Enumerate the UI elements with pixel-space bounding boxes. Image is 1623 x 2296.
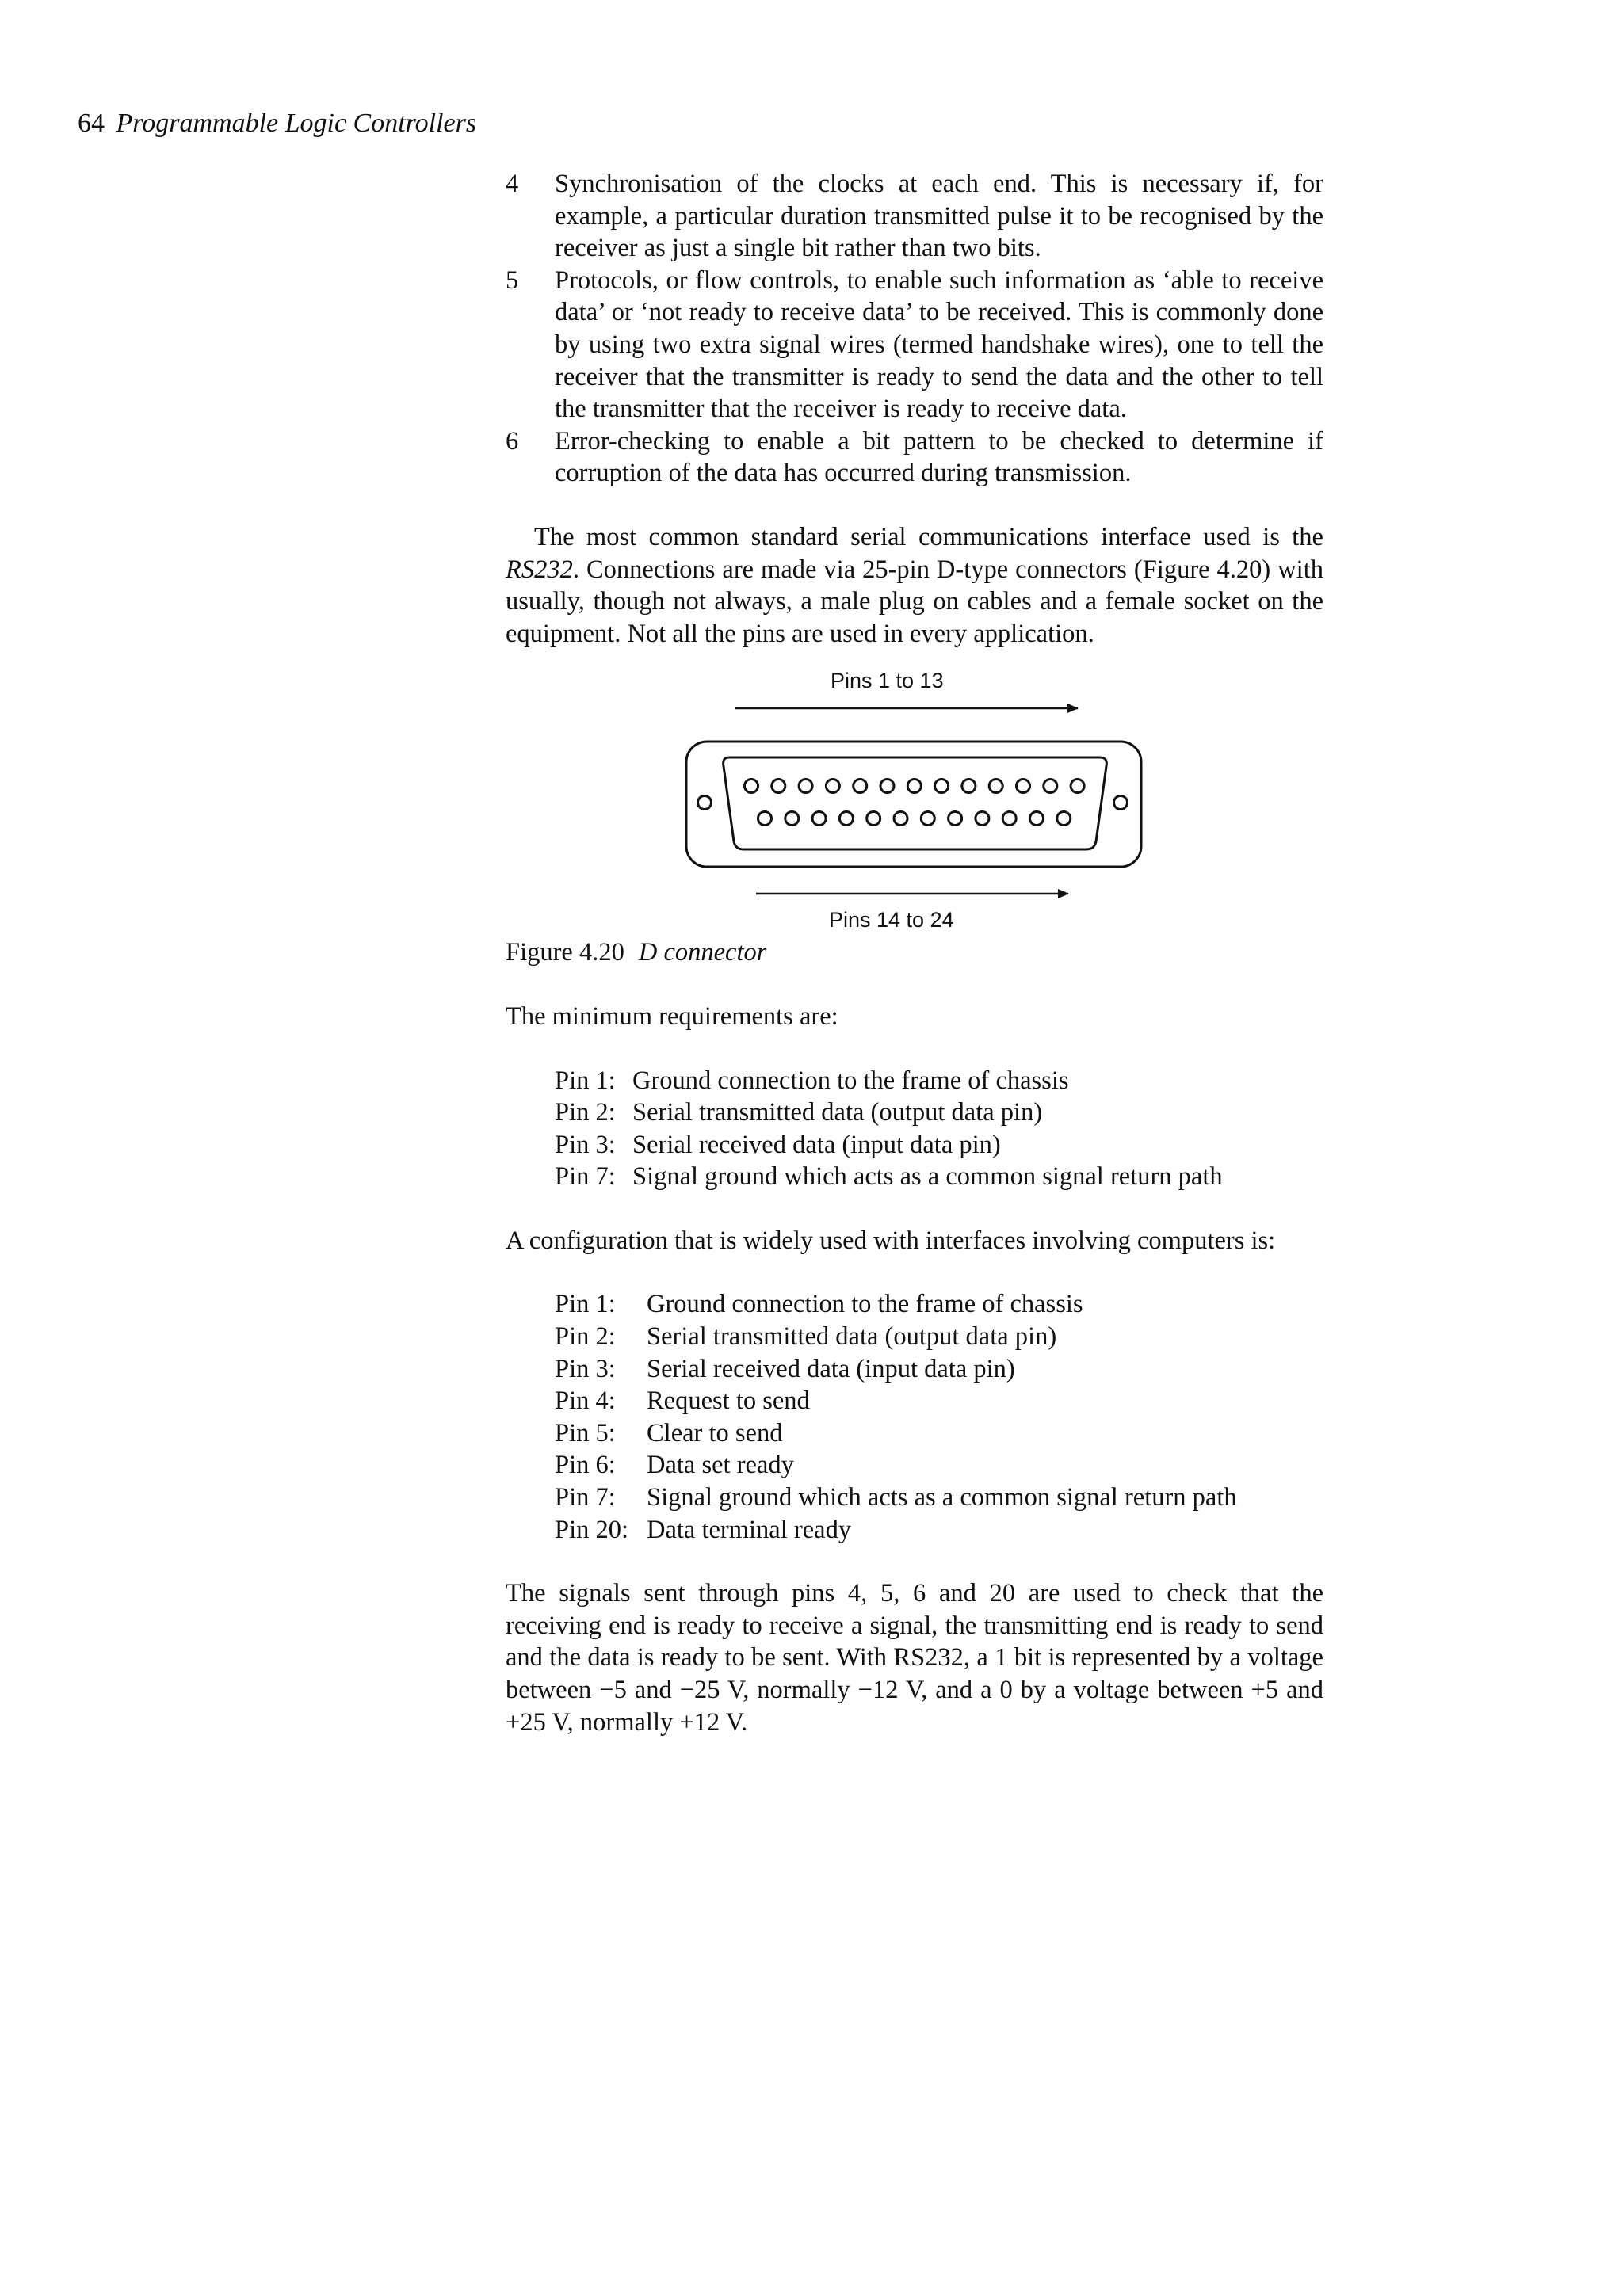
pin-hole [1002, 812, 1016, 826]
pin-hole [867, 812, 880, 826]
list-item [555, 1097, 1323, 1129]
list-item [555, 1514, 1323, 1547]
pin-hole [799, 780, 812, 793]
list-item [555, 1161, 1323, 1193]
figure-caption [506, 936, 1323, 969]
right-mounting-hole [1114, 796, 1128, 810]
config-intro: A configuration that is widely used with interfaces involving computers is: [506, 1226, 1276, 1255]
pin-number: Pin 1: [555, 1290, 616, 1319]
pin-description: Data set ready [647, 1451, 794, 1480]
pin-description: Serial transmitted data (output data pin) [647, 1322, 1057, 1352]
min-req-intro: The minimum requirements are: [506, 1001, 838, 1031]
pin-hole [1017, 780, 1030, 793]
pin-number: Pin 2: [555, 1322, 616, 1352]
pin-hole [976, 812, 989, 826]
list-item [555, 1353, 1323, 1386]
list-item [555, 1449, 1323, 1482]
pin-number: Pin 3: [555, 1130, 616, 1159]
pin-hole [826, 780, 839, 793]
book-title: Programmable Logic Controllers [116, 109, 477, 138]
pin-hole [935, 780, 949, 793]
list-item [555, 1385, 1323, 1417]
pin-hole [854, 780, 867, 793]
pin-hole [894, 812, 907, 826]
pin-hole [839, 812, 853, 826]
rs232-paragraph: The most common standard serial communications interface used is the RS232. Connections are made via 25-pin D-type connectors (Figure 4.20) with usually, though not always, a male plug on cables and a female socket on the equipment. Not all the pins are used in every application. [506, 522, 1323, 648]
list-item [506, 425, 1323, 490]
pin-hole [907, 780, 921, 793]
pin-hole [962, 780, 976, 793]
list-item [555, 1321, 1323, 1353]
list-item [506, 265, 1323, 425]
pin-hole [758, 812, 772, 826]
pin-number: Pin 3: [555, 1354, 616, 1383]
pin-description: Request to send [647, 1386, 810, 1416]
list-item-text: Protocols, or flow controls, to enable such information as ‘able to receive data’ or ‘not ready to receive data’ to be received. This is commonly done by using two extra signal wires (termed handshake wires), one to tell the receiver that the transmitter is ready to send the data and the other to tell the transmitter that the receiver is ready to receive data. [555, 265, 1323, 424]
pin-hole [772, 780, 785, 793]
main-text-column [506, 168, 1323, 1738]
numbered-list [506, 168, 1323, 490]
pin-description: Signal ground which acts as a common signal return path [632, 1162, 1223, 1192]
pin-number: Pin 1: [555, 1066, 616, 1095]
pin-hole [1071, 780, 1084, 793]
top-pins-label: Pins 1 to 13 [831, 669, 944, 693]
page-number: 64 [78, 109, 105, 138]
pin-description: Serial transmitted data (output data pin) [632, 1098, 1043, 1127]
pin-hole [812, 812, 826, 826]
connector-d-shell [724, 757, 1107, 849]
pin-hole [989, 780, 1002, 793]
pin-number: Pin 20: [555, 1515, 629, 1544]
figure-title: D connector [638, 938, 767, 967]
pin-hole [785, 812, 799, 826]
pin-hole [1044, 780, 1057, 793]
pin-number: Pin 4: [555, 1386, 616, 1416]
min-pin-list [555, 1065, 1323, 1193]
bottom-pins-label: Pins 14 to 24 [829, 908, 954, 933]
list-item [555, 1129, 1323, 1161]
pin-description: Data terminal ready [647, 1515, 852, 1544]
bottom-pin-row [758, 812, 1071, 826]
list-item [555, 1065, 1323, 1097]
pin-hole [949, 812, 962, 826]
list-item-text: Synchronisation of the clocks at each end. This is necessary if, for example, a particular duration transmitted pulse it to be recognised by the receiver as just a single bit rather than two bits. [555, 170, 1323, 263]
list-item [555, 1288, 1323, 1321]
pin-description: Serial received data (input data pin) [632, 1130, 1001, 1159]
list-item [555, 1482, 1323, 1514]
list-item-number: 5 [506, 265, 519, 295]
pin-description: Serial received data (input data pin) [647, 1354, 1015, 1383]
running-header [78, 108, 476, 139]
pin-hole [1057, 812, 1071, 826]
pin-number: Pin 6: [555, 1451, 616, 1480]
list-item-number: 4 [506, 170, 519, 198]
left-mounting-hole [698, 796, 712, 810]
d-connector-figure [506, 662, 1323, 932]
rs232-term: RS232 [506, 555, 573, 584]
pin-description: Clear to send [647, 1418, 783, 1447]
pin-hole [1030, 812, 1044, 826]
connector-shell [686, 742, 1141, 867]
list-item-text: Error-checking to enable a bit pattern to be checked to determine if corruption of the data has occurred during transmission. [555, 426, 1323, 488]
pin-number: Pin 5: [555, 1418, 616, 1447]
list-item [506, 168, 1323, 265]
pin-hole [880, 780, 894, 793]
list-item-number: 6 [506, 426, 519, 456]
pin-description: Signal ground which acts as a common signal return path [647, 1483, 1237, 1512]
pin-hole [921, 812, 934, 826]
top-pin-row [745, 780, 1085, 793]
pin-number: Pin 7: [555, 1483, 616, 1512]
figure-number: Figure 4.20 [506, 938, 624, 967]
d-connector-diagram [506, 662, 1323, 932]
pin-number: Pin 2: [555, 1098, 616, 1127]
list-item [555, 1417, 1323, 1450]
pin-number: Pin 7: [555, 1162, 616, 1192]
pin-description: Ground connection to the frame of chassis [647, 1290, 1083, 1319]
pin-description: Ground connection to the frame of chassis [632, 1066, 1069, 1095]
pin-hole [745, 780, 758, 793]
signals-paragraph: The signals sent through pins 4, 5, 6 and 20 are used to check that the receiving end is ready to receive a signal, the transmitting end is ready to send and the data is ready to be sent. With RS232, a 1 bit is represented by a voltage between −5 and −25 V, normally −12 V, and a 0 by a voltage between +5 and +25 V, normally +12 V. [506, 1579, 1323, 1737]
config-pin-list [555, 1288, 1323, 1546]
